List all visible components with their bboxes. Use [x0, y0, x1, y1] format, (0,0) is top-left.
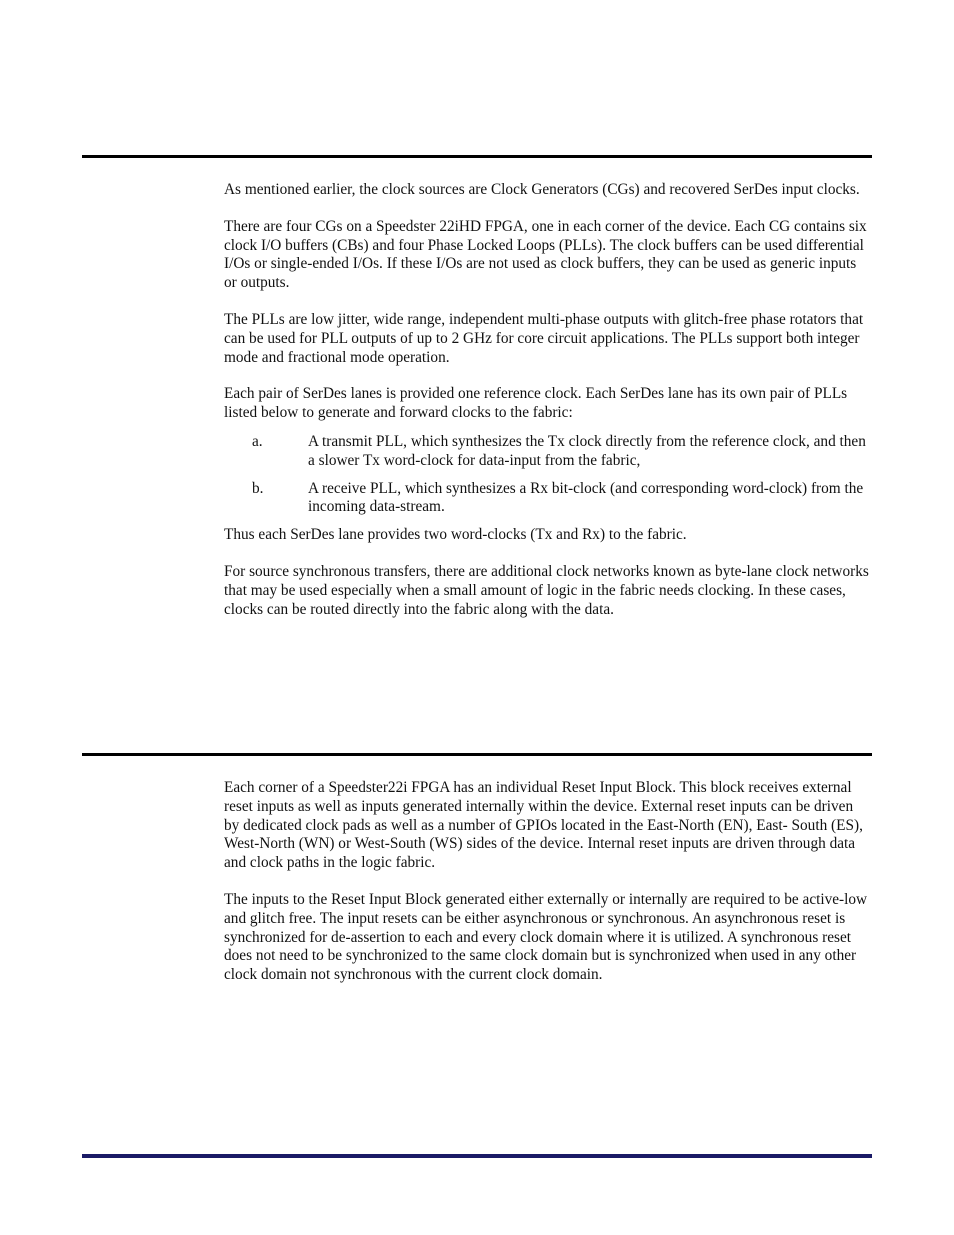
paragraph-reset-input-block: Each corner of a Speedster22i FPGA has an individual Reset Input Block. This block receives external reset inputs as well as inputs generated internally within the device. External reset inputs can be driven by dedicated clock pads as well as a number of GPIOs located in the East-North (EN), East- South (ES), West-North (WN) or West-South (WS) sides of the device. Internal reset inputs are driven through data and clock paths in the logic fabric. — [224, 779, 863, 872]
list-marker: a. — [252, 432, 263, 450]
paragraph-reset-requirements: The inputs to the Reset Input Block generated either externally or internally are required to be active-low and glitch free. The input resets can be either asynchronous or synchronous. An asynchronous reset is synchronized for de-assertion to each and every clock domain where it is utilized. A synchronous reset does not need to be synchronized to the same clock domain but is synchronized when used in any other clock domain not synchronous with the current clock domain. — [224, 890, 868, 984]
list-item-text: A receive PLL, which synthesizes a Rx bit-clock (and corresponding word-clock) from the incoming data-stream. — [308, 479, 864, 516]
footer-rule — [82, 1154, 872, 1158]
list-item — [224, 433, 872, 471]
paragraph-plls: The PLLs are low jitter, wide range, independent multi-phase outputs with glitch-free phase rotators that can be used for PLL outputs of up to 2 GHz for core circuit applications. The PLLs support both integer mode and fractional mode operation. — [224, 310, 864, 366]
paragraph-source-synchronous: For source synchronous transfers, there are additional clock networks known as byte-lane clock networks that may be used especially when a small amount of logic in the fabric needs clocking. In these cases, clocks can be routed directly into the fabric along with the data. — [224, 562, 869, 618]
paragraph-clock-sources-intro: As mentioned earlier, the clock sources are Clock Generators (CGs) and recovered SerDes input clocks. — [224, 181, 860, 198]
paragraph-clock-generators: There are four CGs on a Speedster 22iHD FPGA, one in each corner of the device. Each CG contains six clock I/O buffers (CBs) and four Phase Locked Loops (PLLs). The clock buffers can be used differential I/Os or single-ended I/Os. If these I/Os are not used as clock buffers, they can be used as generic inputs or outputs. — [224, 217, 867, 292]
section-divider-top — [82, 155, 872, 158]
pll-list — [224, 433, 872, 517]
reset-input-section — [224, 779, 872, 1003]
paragraph-word-clocks: Thus each SerDes lane provides two word-clocks (Tx and Rx) to the fabric. — [224, 526, 687, 544]
paragraph-serdes-lanes: Each pair of SerDes lanes is provided one reference clock. Each SerDes lane has its own pair of PLLs listed below to generate and forward clocks to the fabric: — [224, 385, 848, 422]
list-item — [224, 480, 872, 518]
clock-sources-section — [224, 181, 872, 637]
section-divider-middle — [82, 753, 872, 756]
list-marker: b. — [252, 479, 264, 497]
list-item-text: A transmit PLL, which synthesizes the Tx clock directly from the reference clock, and then a slower Tx word-clock for data-input from the fabric, — [308, 432, 866, 469]
